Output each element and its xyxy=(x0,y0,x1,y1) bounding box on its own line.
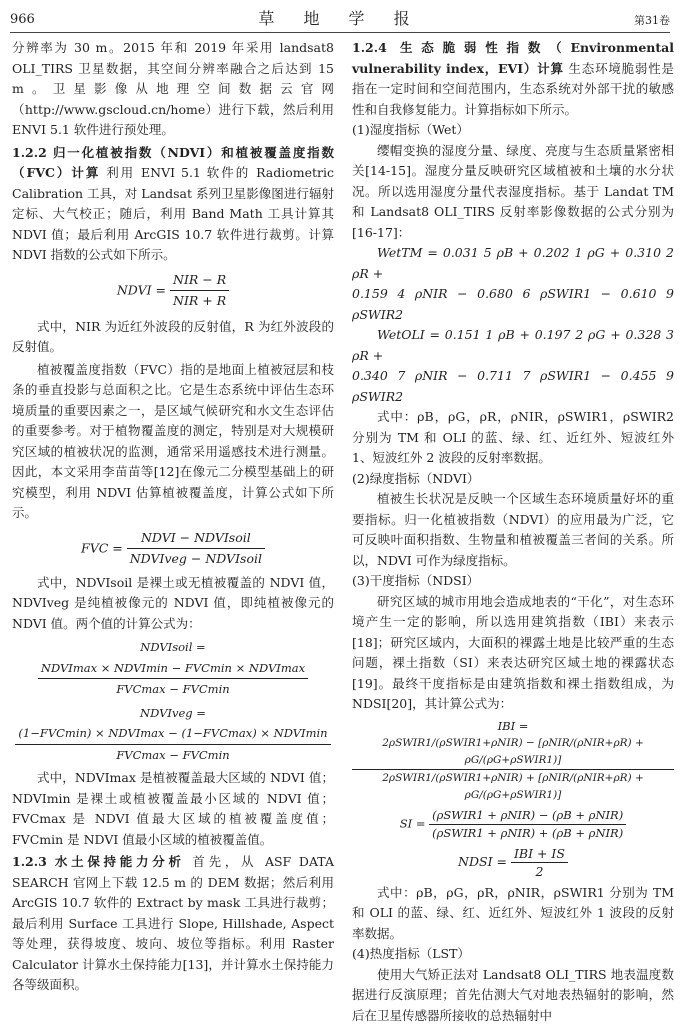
page-header xyxy=(10,8,670,30)
header-rule xyxy=(10,32,670,33)
equation-fraction xyxy=(511,845,568,880)
equation-numerator: IBI + IS xyxy=(511,845,568,863)
equation-ndvi xyxy=(12,270,334,312)
section-body: 生态环境脆弱性是指在一定时间和空间范围内，生态系统对外部干扰的敏感性和自我修复能力。计算指标如下所示。 xyxy=(352,61,674,117)
equation-ndvi-soil xyxy=(12,637,334,700)
equation-numerator: NDVImax × NDVImin − FVCmin × NDVImax xyxy=(38,658,308,680)
equation-ndvi-veg xyxy=(12,703,334,766)
subheading-lst: (4)热度指标（LST） xyxy=(352,944,674,965)
paragraph-wet: 缨帽变换的湿度分量、绿度、亮度与生态质量紧密相关[14-15]。湿度分量反映研究区域植被和土壤的水分状况。所以选用湿度分量代表湿度指标。基于 Landat TM 和 Landsat8 OLI_TIRS 反射率影像数据的公式分别为[16-17]： xyxy=(352,141,674,244)
equation-numerator: (1−FVCmin) × NDVImax − (1−FVCmax) × NDVImin xyxy=(15,723,330,745)
section-body: 利用 ENVI 5.1 软件的 Radiometric Calibration 工具，对 Landsat 系列卫星影像图进行辐射定标、大气校正；随后，利用 Band Math 工具计算其 NDVI 值；最后利用 ArcGIS 10.7 软件进行裁剪。计算 NDVI 指数的公式如下所示。 xyxy=(12,165,334,262)
equation-denominator: FVCmax − FVCmin xyxy=(38,679,308,700)
subheading-ndvi: (2)绿度指标（NDVI） xyxy=(352,469,674,490)
equation-lhs: NDVI = xyxy=(117,282,166,297)
equation-lhs: FVC = xyxy=(81,540,123,555)
section-heading: 1.2.3 水土保持能力分析 xyxy=(12,854,185,869)
section-1-2-3 xyxy=(12,852,334,996)
equation-lhs: NDVIsoil = xyxy=(12,637,334,658)
equation-fvc xyxy=(12,528,334,570)
section-heading: 1.2.4 生态脆弱性指数（Environmental vulnerability index，EVI）计算 xyxy=(352,40,674,76)
equation-ibi xyxy=(352,718,674,804)
equation-lhs: SI = xyxy=(400,816,426,830)
right-column xyxy=(352,38,674,1026)
equation-fraction xyxy=(127,528,265,570)
paragraph-ndsi: 研究区域的城市用地会造成地表的“干化”，对生态环境产生一定的影响，所以选用建筑指数（IBI）来表示[18]；研究区域内，大面积的裸露土地是比较严重的生态问题，裸土指数（SI）来表达研究区域土地的裸露状态[19]。最终干度指标是由建筑指数和裸土指数组成，为 NDSI[20]，其计算公式为： xyxy=(352,592,674,715)
equation-fraction xyxy=(429,807,626,842)
equation-numerator: NDVI − NDVIsoil xyxy=(127,528,265,550)
section-body: 首先，从 ASF DATA SEARCH 官网上下载 12.5 m 的 DEM 数据；然后利用 ArcGIS 10.7 软件的 Extract by mask 工具进行裁剪；最后利用 Surface 工具进行 Slope, Hillshade, Aspect 等处理，获得坡度、坡向、坡位等指标。利用 Raster Calculator 计算水土保持能力[13]，并计算水土保持能力各等级面积。 xyxy=(12,854,334,992)
equation-denominator: NIR + R xyxy=(170,291,229,312)
equation-wet-tm-line2: 0.159 4 ρNIR − 0.680 6 ρSWIR1 − 0.610 9 ρSWIR2 xyxy=(352,284,674,325)
paragraph-wet-explanation: 式中：ρB，ρG，ρR，ρNIR，ρSWIR1，ρSWIR2 分别为 TM 和 OLI 的蓝、绿、红、近红外、短波红外 1、短波红外 2 波段的反射率数据。 xyxy=(352,407,674,469)
paragraph-data-source: 分辨率为 30 m。2015 年和 2019 年采用 landsat8 OLI_TIRS 卫星数据，其空间分辨率融合之后达到 15 m。卫星影像从地理空间数据云官网（http://www.gscloud.cn/home）进行下载，然后利用 ENVI 5.1 软件进行预处理。 xyxy=(12,38,334,141)
equation-denominator: 2 xyxy=(511,863,568,880)
equation-ndsi xyxy=(352,845,674,880)
equation-wet-tm-line1: WetTM = 0.031 5 ρB + 0.202 1 ρG + 0.310 2 ρR + xyxy=(352,243,674,284)
paragraph-fvc-variables: 式中，NDVIsoil 是裸土或无植被覆盖的 NDVI 值，NDVIveg 是纯植被像元的 NDVI 值，即纯植被像元的 NDVI 值。两个值的计算公式为： xyxy=(12,573,334,635)
equation-denominator: 2ρSWIR1/(ρSWIR1+ρNIR) + [ρNIR/(ρNIR+ρR) + ρG/(ρG+ρSWIR1)] xyxy=(352,770,674,804)
equation-numerator: (ρSWIR1 + ρNIR) − (ρB + ρNIR) xyxy=(429,807,626,825)
equation-wet-oli-line1: WetOLI = 0.151 1 ρB + 0.197 2 ρG + 0.328 3 ρR + xyxy=(352,325,674,366)
paragraph-ndvi: 植被生长状况是反映一个区域生态环境质量好坏的重要指标。归一化植被指数（NDVI）的应用最为广泛，它可反映叶面积指数、生物量和植被覆盖三者间的关系。所以，NDVI 可作为绿度指标。 xyxy=(352,489,674,571)
equation-numerator: NIR − R xyxy=(170,270,229,292)
equation-si xyxy=(352,807,674,842)
equation-fraction xyxy=(170,270,229,312)
paragraph-lst: 使用大气矫正法对 Landsat8 OLI_TIRS 地表温度数据进行反演原理；首先估测大气对地表热辐射的影响，然后在卫星传感器所接收的总热辐射中 xyxy=(352,965,674,1026)
paragraph-fvc-intro: 植被覆盖度指数（FVC）指的是地面上植被冠层和枝条的垂直投影与总面积之比。它是生态系统中评估生态环境质量的重要因素之一，是区域气候研究和水文生态评估的重要参考。对于植物覆盖度的测定，特别是对大规模研究区域的植被状况的监测，通常采用遥感技术进行测量。因此，本文采用李苗苗等[12]在像元二分模型基础上的研究模型，利用 NDVI 估算植被覆盖度，计算公式如下所示。 xyxy=(12,360,334,524)
page-number: 966 xyxy=(10,10,35,31)
equation-fraction xyxy=(38,658,308,700)
section-heading: 1.2.2 归一化植被指数（NDVI）和植被覆盖度指数（FVC）计算 xyxy=(12,145,334,181)
equation-lhs: IBI = xyxy=(352,718,674,735)
equation-lhs: NDVIveg = xyxy=(12,703,334,724)
equation-lhs: NDSI = xyxy=(458,854,507,869)
paragraph-ndvi-explanation: 式中，NIR 为近红外波段的反射值，R 为红外波段的反射值。 xyxy=(12,317,334,358)
subheading-ndsi: (3)干度指标（NDSI） xyxy=(352,571,674,592)
equation-fraction xyxy=(15,723,330,765)
equation-denominator: FVCmax − FVCmin xyxy=(15,745,330,766)
section-1-2-2 xyxy=(12,143,334,266)
equation-fraction xyxy=(352,735,674,804)
equation-denominator: NDVIveg − NDVIsoil xyxy=(127,549,265,570)
section-1-2-4 xyxy=(352,38,674,120)
paragraph-fvc-definitions: 式中，NDVImax 是植被覆盖最大区域的 NDVI 值；NDVImin 是裸土或植被覆盖最小区域的 NDVI 值；FVCmax 是 NDVI 值最大区域的植被覆盖度值；FVCmin 是 NDVI 值最小区域的植被覆盖值。 xyxy=(12,768,334,850)
subheading-wet: (1)湿度指标（Wet） xyxy=(352,120,674,141)
left-column xyxy=(12,38,334,996)
equation-wet-oli-line2: 0.340 7 ρNIR − 0.711 7 ρSWIR1 − 0.455 9 ρSWIR2 xyxy=(352,366,674,407)
volume-label: 第31卷 xyxy=(634,11,670,32)
journal-title: 草 地 学 报 xyxy=(10,9,670,30)
equation-numerator: 2ρSWIR1/(ρSWIR1+ρNIR) − [ρNIR/(ρNIR+ρR) + ρG/(ρG+ρSWIR1)] xyxy=(352,735,674,770)
equation-denominator: (ρSWIR1 + ρNIR) + (ρB + ρNIR) xyxy=(429,825,626,842)
paragraph-ndsi-explanation: 式中：ρB，ρG，ρR，ρNIR，ρSWIR1 分别为 TM 和 OLI 的蓝、绿、红、近红外、短波红外 1 波段的反射率数据。 xyxy=(352,883,674,945)
